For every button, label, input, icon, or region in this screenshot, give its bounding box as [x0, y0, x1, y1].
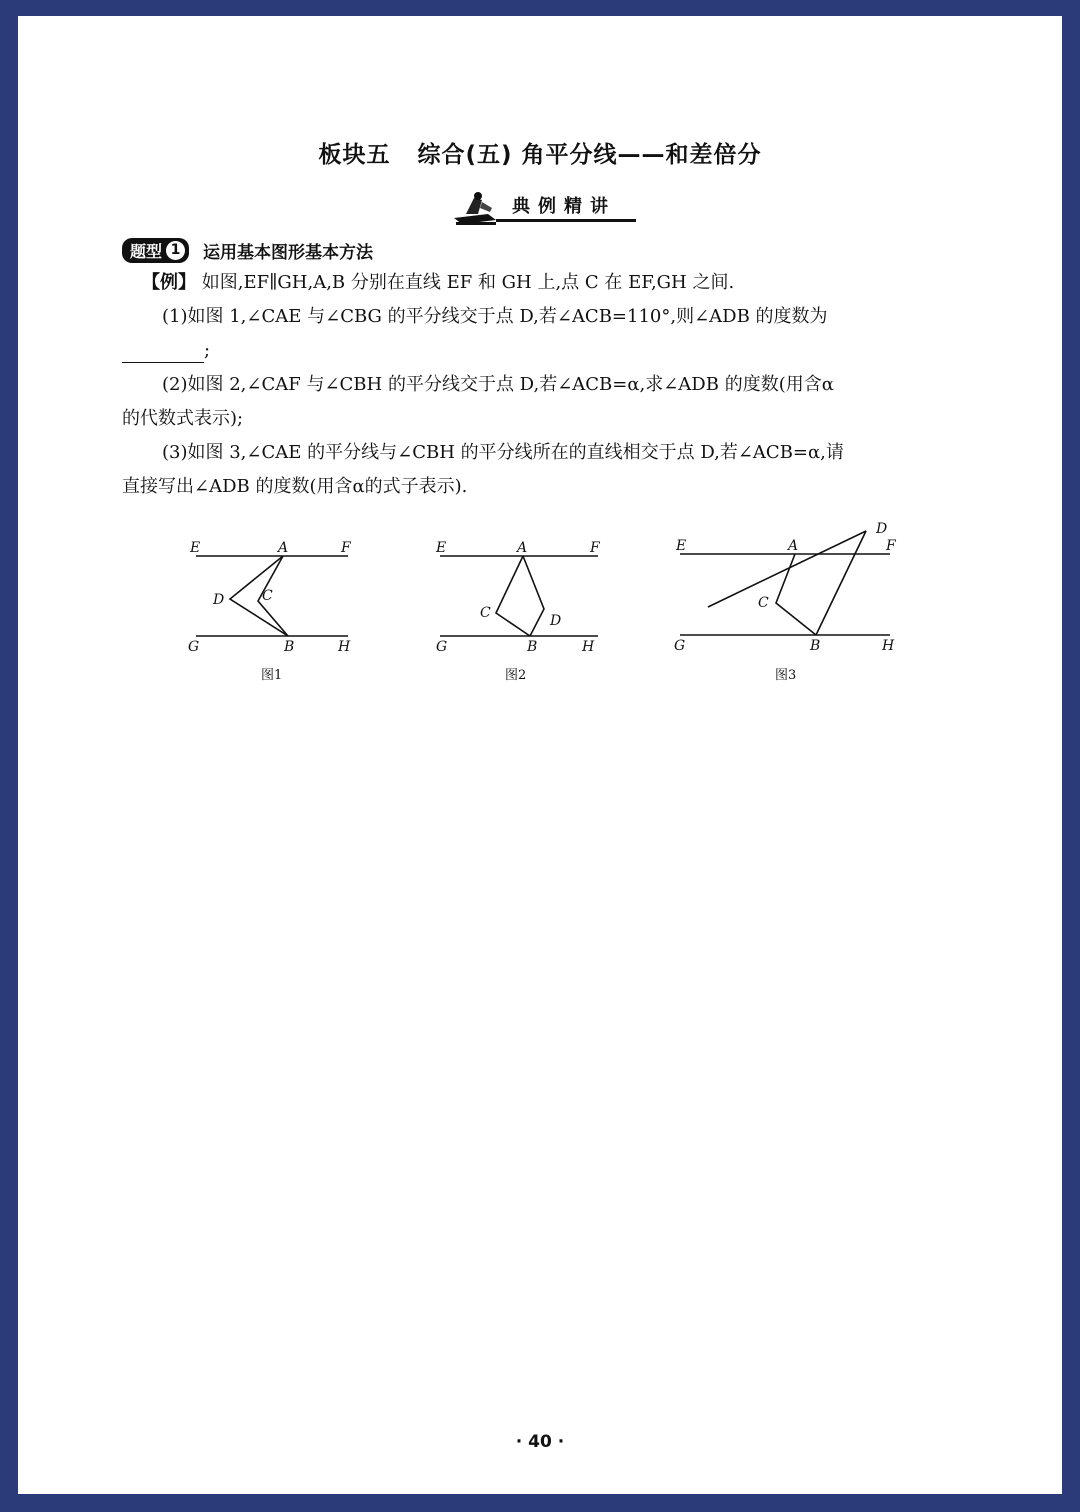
q1-suffix: ;: [204, 340, 211, 361]
question-1-line2: [122, 339, 958, 363]
fig1-label-B: B: [284, 639, 295, 655]
fig3-label-A: A: [788, 538, 799, 554]
problem-type-text: 运用基本图形基本方法: [203, 243, 374, 263]
figure-2-caption: 图2: [505, 668, 527, 683]
badge-number: 1: [166, 241, 185, 260]
fig2-label-A: A: [517, 540, 528, 556]
question-2-line2: 的代数式表示);: [122, 408, 244, 429]
fig1-label-H: H: [338, 639, 351, 655]
problem-type-heading: [122, 238, 373, 263]
question-3-line2: 直接写出∠ADB 的度数(用含α的式子表示).: [122, 476, 468, 497]
fig3-label-G: G: [674, 638, 686, 654]
fig1-label-D: D: [213, 592, 225, 608]
title-part2: 综合(五) 角平分线——和差倍分: [417, 142, 762, 168]
badge-label: 题型: [130, 242, 163, 261]
question-3-line1: (3)如图 3,∠CAE 的平分线与∠CBH 的平分线所在的直线相交于点 D,若∠ACB=α,请: [162, 442, 844, 463]
fig2-label-G: G: [436, 639, 448, 655]
question-2-line1: (2)如图 2,∠CAF 与∠CBH 的平分线交于点 D,若∠ACB=α,求∠ADB 的度数(用含α: [162, 374, 834, 395]
fig3-label-E: E: [676, 538, 687, 554]
example-label: 【例】: [142, 272, 196, 293]
fig3-label-F: F: [886, 538, 896, 554]
fig1-label-G: G: [188, 639, 200, 655]
example-intro: [142, 271, 978, 295]
banner-underline: [496, 219, 636, 222]
fig2-label-H: H: [582, 639, 595, 655]
figure-1-caption: 图1: [261, 668, 283, 683]
figure-2: [440, 556, 598, 636]
figure-3-caption: 图3: [775, 668, 797, 683]
fig3-label-C: C: [758, 595, 769, 611]
fig2-label-D: D: [550, 613, 562, 629]
example-intro-text: 如图,EF∥GH,A,B 分别在直线 EF 和 GH 上,点 C 在 EF,GH 之间.: [201, 272, 735, 293]
fig1-label-C: C: [262, 588, 273, 604]
question-1-line1: (1)如图 1,∠CAE 与∠CBG 的平分线交于点 D,若∠ACB=110°,则∠ADB 的度数为: [162, 306, 828, 327]
fig1-label-A: A: [278, 540, 289, 556]
fig1-label-F: F: [341, 540, 351, 556]
document-page: [18, 16, 1062, 1494]
figure-1-labels: [188, 540, 352, 683]
section-banner: 典例精讲: [512, 196, 616, 217]
fig2-label-F: F: [590, 540, 600, 556]
fig2-label-C: C: [480, 605, 491, 621]
answer-blank: [122, 344, 204, 363]
fig2-label-E: E: [436, 540, 447, 556]
problem-type-badge: [122, 238, 189, 263]
fig3-label-H: H: [882, 638, 895, 654]
figure-2-labels: [435, 540, 601, 683]
fig2-label-B: B: [527, 639, 538, 655]
figure-3: [680, 531, 890, 635]
fig3-label-D: D: [876, 521, 888, 537]
fig1-label-E: E: [190, 540, 201, 556]
page-number: · 40 ·: [515, 1432, 565, 1452]
title-part1: 板块五: [318, 142, 391, 168]
fig3-label-B: B: [810, 638, 821, 654]
figure-3-labels: [674, 521, 897, 683]
page-title: [18, 136, 1062, 169]
geometry-figures: [178, 521, 938, 696]
